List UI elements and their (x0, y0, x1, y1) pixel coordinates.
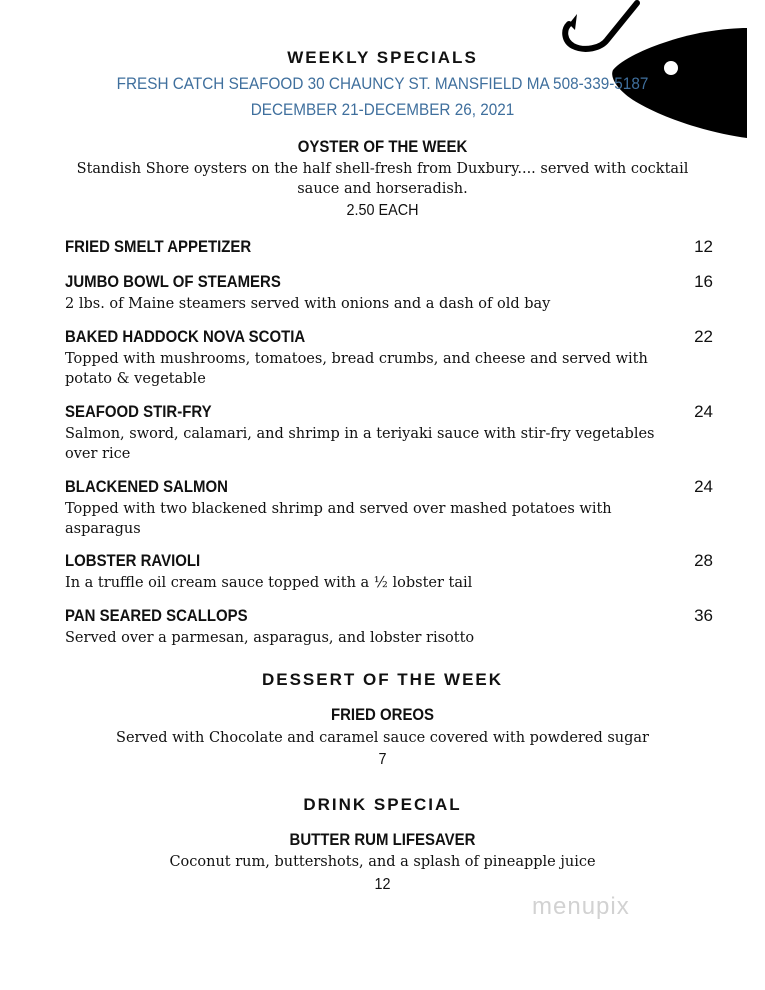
oyster-description: Standish Shore oysters on the half shell-fresh from Duxbury.... served with cocktail sauce and horseradish. (76, 161, 689, 197)
item-description: Topped with two blackened shrimp and served over mashed potatoes with asparagus (65, 501, 612, 537)
oyster-price: 2.50 EACH (346, 202, 419, 219)
item-name: BLACKENED SALMON (65, 477, 228, 496)
drink-description: Coconut rum, buttershots, and a splash of pineapple juice (169, 854, 596, 870)
dessert-price: 7 (378, 751, 387, 768)
fish-hook-icon (555, 0, 765, 145)
item-description: Salmon, sword, calamari, and shrimp in a teriyaki sauce with stir-fry vegetables over rice (65, 426, 655, 462)
item-description: Topped with mushrooms, tomatoes, bread crumbs, and cheese and served with potato & vegetable (65, 351, 648, 387)
item-price: 22 (694, 327, 713, 346)
item-description: Served over a parmesan, asparagus, and lobster risotto (65, 630, 475, 646)
watermark: menupix (532, 893, 630, 920)
restaurant-address: FRESH CATCH SEAFOOD 30 CHAUNCY ST. MANSFIELD MA 508-339-5187 (116, 74, 649, 93)
oyster-title: OYSTER OF THE WEEK (297, 137, 468, 156)
item-price: 28 (694, 551, 713, 570)
item-name: BAKED HADDOCK NOVA SCOTIA (65, 327, 306, 346)
item-name: JUMBO BOWL OF STEAMERS (65, 272, 281, 291)
hook-icon (565, 3, 637, 49)
item-price: 36 (694, 606, 713, 625)
item-name: PAN SEARED SCALLOPS (65, 606, 248, 625)
item-price: 24 (694, 402, 713, 421)
item-name: SEAFOOD STIR-FRY (65, 402, 212, 421)
item-description: 2 lbs. of Maine steamers served with onions and a dash of old bay (65, 296, 551, 312)
dessert-section-title: DESSERT OF THE WEEK (261, 670, 504, 689)
item-name: LOBSTER RAVIOLI (65, 551, 201, 570)
item-price: 16 (694, 272, 713, 291)
item-price: 12 (694, 237, 713, 256)
item-name: FRIED SMELT APPETIZER (65, 237, 252, 256)
dessert-name: FRIED OREOS (330, 705, 435, 724)
date-range: DECEMBER 21-DECEMBER 26, 2021 (250, 100, 515, 119)
item-price: 24 (694, 477, 713, 496)
page-title: WEEKLY SPECIALS (287, 48, 478, 67)
drink-name: BUTTER RUM LIFESAVER (289, 830, 476, 849)
item-description: In a truffle oil cream sauce topped with a ½ lobster tail (65, 575, 473, 591)
drink-price: 12 (374, 876, 391, 893)
drink-section-title: DRINK SPECIAL (303, 795, 462, 814)
dessert-description: Served with Chocolate and caramel sauce covered with powdered sugar (116, 730, 649, 746)
